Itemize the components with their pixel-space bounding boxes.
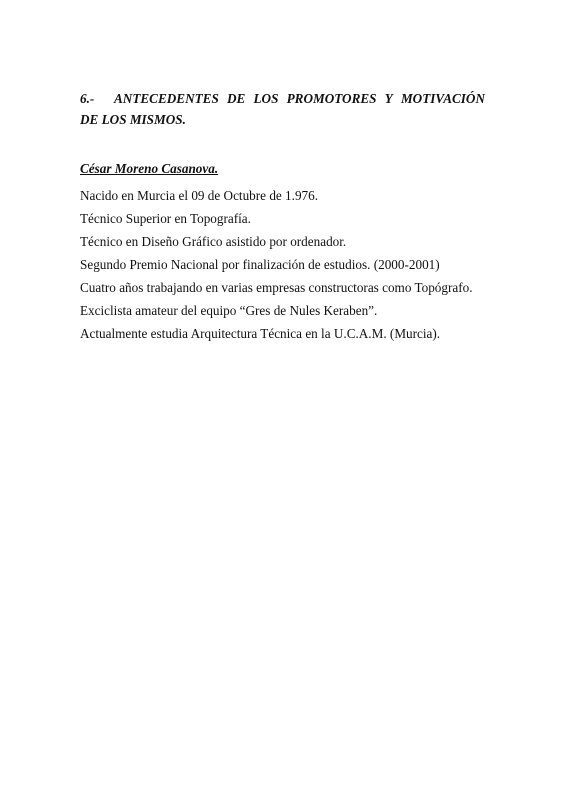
section-title-word: ANTECEDENTES [114,91,219,106]
section-title-word: Y [384,91,393,106]
biography-line: Actualmente estudia Arquitectura Técnica en la U.C.A.M. (Murcia). [80,326,441,341]
section-title-word: MOTIVACIÓN [400,91,485,106]
person-name: César Moreno Casanova. [80,161,219,176]
section-title-word: DE [226,91,246,106]
section-heading [80,88,485,130]
section-heading-line-1 [80,88,485,109]
section-title-words [114,88,485,109]
biography-line: Exciclista amateur del equipo “Gres de Nules Keraben”. [80,303,378,318]
biography-line: Nacido en Murcia el 09 de Octubre de 1.976. [80,188,319,203]
section-title-word: LOS [253,91,279,106]
section-heading-line-2: DE LOS MISMOS. [80,112,186,127]
biography-line: Cuatro años trabajando en varias empresas constructoras como Topógrafo. [80,280,473,295]
biography-list [80,184,473,345]
biography-line: Segundo Premio Nacional por finalización de estudios. (2000-2001) [80,257,440,272]
biography-line: Técnico en Diseño Gráfico asistido por ordenador. [80,234,347,249]
section-number: 6.- [80,91,95,106]
biography-line: Técnico Superior en Topografía. [80,211,251,226]
section-title-word: PROMOTORES [286,91,377,106]
